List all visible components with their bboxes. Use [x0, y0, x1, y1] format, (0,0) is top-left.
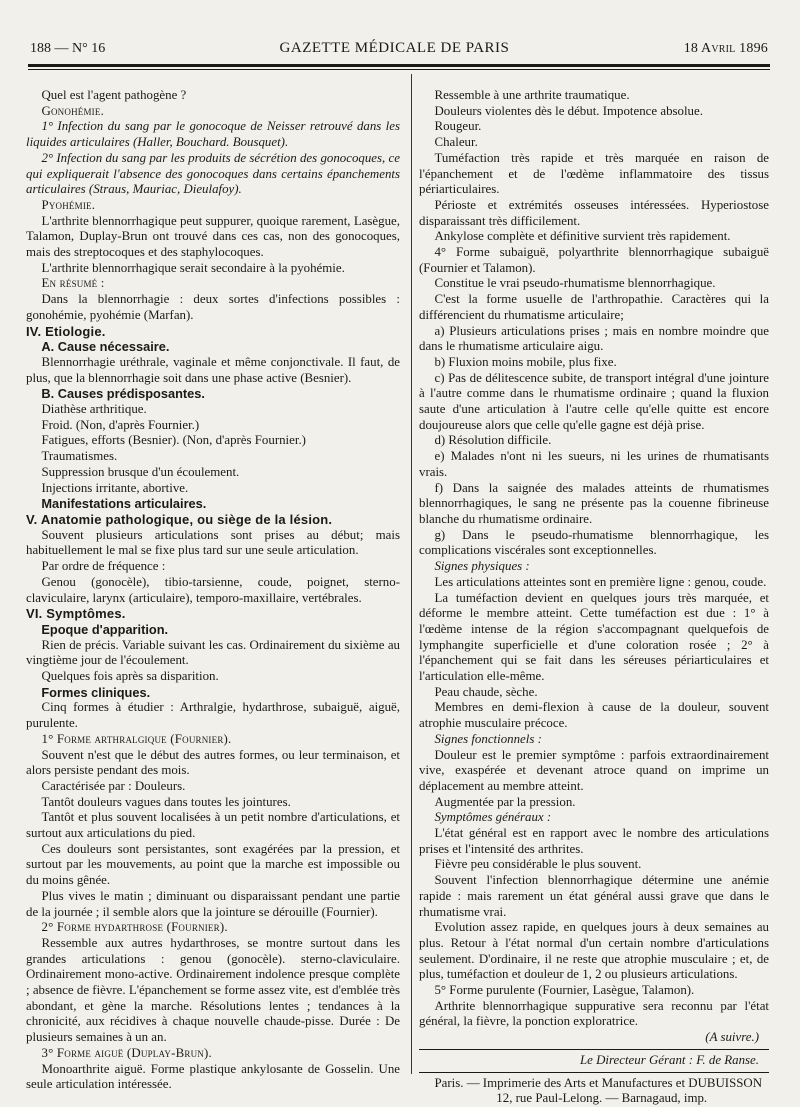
paragraph: Rougeur.	[434, 119, 482, 134]
paragraph: Rien de précis. Variable suivant les cas. Ordinairement du sixième au vingtième jour de l'écoulement.	[26, 637, 400, 668]
list-item: Fatigues, efforts (Besnier). (Non, d'après Fournier.)	[41, 433, 306, 448]
page-number: 188 — N° 16	[30, 41, 106, 56]
list-item: Injections irritante, abortive.	[41, 480, 189, 495]
subheading-resume: En résumé :	[41, 276, 105, 291]
paragraph: La tuméfaction devient en quelques jours très marquée, et déforme le membre atteint. Cette tuméfaction est due : 1° à l'œdème intense de la région s'accompagnant quelquefois de lymphangite superficielle et d'une coloration rosée ; 2° à l'épanchement qui se fait dans les séreuses périarticulaires et l'articulation elle-même.	[419, 590, 769, 684]
subheading-manifestations: Manifestations articulaires.	[41, 496, 207, 512]
form-heading-aigue: 3° Forme aiguë (Duplay-Brun).	[41, 1045, 212, 1060]
section-heading-etiologie: IV. Etiologie.	[26, 323, 106, 339]
paragraph: Genou (gonocèle), tibio-tarsienne, coude, poignet, sterno-claviculaire, larynx (articulaire), temporo-maxillaire, vertébrales.	[26, 574, 400, 605]
paragraph: Ressemble aux autres hydarthroses, se montre surtout dans les grandes articulations : genou (gonocèle). sterno-claviculaire. Ordinairement mono-active. Ordinairement indolence presque complète ; absence de fièvre. L'épanchement se forme assez vite, est d'emblée très abondant, et gène la marche. Résolutions lentes ; tendances à la chronicité, aux récidives à chaque nouvelle chaude-pisse. Durée : De plusieurs semaines à un an.	[26, 935, 400, 1045]
paragraph: Ankylose complète et définitive survient très rapidement.	[434, 229, 731, 244]
paragraph: Chaleur.	[434, 135, 478, 150]
form-heading-purulente: 5° Forme purulente (Fournier, Lasègue, Talamon).	[434, 983, 695, 998]
paragraph: Ces douleurs sont persistantes, sont exagérées par la pression, et surtout par les mouvements, au point que la marche est impossible ou du moins gênée.	[26, 841, 400, 888]
paragraph: Les articulations atteintes sont en première ligne : genou, coude.	[434, 574, 767, 589]
form-heading-subaigue: 4° Forme subaiguë, polyarthrite blennorrhagique subaiguë (Fournier et Talamon).	[419, 245, 769, 275]
subheading-symptomes-generaux: Symptômes généraux :	[434, 810, 552, 825]
list-item: Diathèse arthritique.	[41, 402, 147, 417]
paragraph: L'arthrite blennorrhagique peut suppurer, quoique rarement, Lasègue, Talamon, Duplay-Brun ont trouvé dans ces cas, non des gonocoques, mais des streptocoques et des staphylocoques.	[26, 213, 400, 260]
paragraph: Cinq formes à étudier : Arthralgie, hydarthrose, subaiguë, aiguë, purulente.	[26, 700, 400, 731]
paragraph: Par ordre de fréquence :	[41, 559, 166, 574]
list-item: e) Malades n'ont ni les sueurs, ni les urines de rhumatisants vrais.	[419, 449, 769, 479]
section-heading-anatomie: V. Anatomie pathologique, ou siège de la lésion.	[26, 511, 333, 527]
form-heading-arthralgique: 1° Forme arthralgique (Fournier).	[41, 731, 232, 746]
paragraph: Arthrite blennorrhagique suppurative sera reconnu par l'état général, la fièvre, la ponction exploratrice.	[419, 998, 769, 1029]
list-item: c) Pas de délitescence subite, de transport intégral d'une jointure à l'autre comme dans le rhumatisme ordinaire ; quand la fluxion saute d'une articulation à l'autre celle qu'elle quitte est encore doujoureuse alors que celle qu'elle gagne est déjà prise.	[419, 370, 769, 432]
list-item: b) Fluxion moins mobile, plus fixe.	[434, 354, 617, 369]
paragraph: L'arthrite blennorrhagique serait secondaire à la pyohémie.	[41, 260, 345, 275]
paragraph: Tantôt douleurs vagues dans toutes les jointures.	[41, 794, 291, 809]
footer-rule	[419, 1049, 769, 1050]
subheading-signes-physiques: Signes physiques :	[434, 559, 530, 574]
paragraph: Peau chaude, sèche.	[434, 684, 538, 699]
imprint-rule	[419, 1072, 769, 1073]
journal-title: GAZETTE MÉDICALE DE PARIS	[279, 40, 510, 56]
paragraph: 2° Infection du sang par les produits de sécrétion des gonocoques, ce qui expliquerait l'absence des gonocoques dans certains épanchements articulaires (Straus, Mauriac, Dieulafoy).	[26, 150, 400, 197]
paragraph: Dans la blennorrhagie : deux sortes d'infections possibles : gonohémie, pyohémie (Marfan).	[26, 292, 400, 322]
paragraph: Tuméfaction très rapide et très marquée en raison de l'épanchement et de l'œdème inflammatoire des tissus périarticulaires.	[419, 150, 769, 197]
paragraph: Souvent l'infection blennorrhagique détermine une anémie rapide : mais rarement un état général aussi grave que dans le rhumatisme vrai.	[419, 873, 769, 919]
list-item: Froid. (Non, d'après Fournier.)	[41, 417, 200, 432]
list-item: g) Dans le pseudo-rhumatisme blennorrhagique, les complications viscérales sont exceptionnelles.	[419, 527, 769, 558]
paragraph: Augmentée par la pression.	[434, 794, 576, 809]
printer-address: 12, rue Paul-Lelong. — Barnagaud, imp.	[496, 1091, 708, 1106]
paragraph: Caractérisée par : Douleurs.	[41, 778, 186, 793]
section-heading-symptomes: VI. Symptômes.	[26, 606, 126, 622]
subheading-gonohemie: Gonohémie.	[41, 103, 104, 118]
paragraph: Périoste et extrémités osseuses intéressées. Hyperiostose disparaissant très difficilement.	[419, 197, 769, 228]
subheading-pyohemie: Pyohémie.	[41, 197, 96, 212]
question-line: Quel est l'agent pathogène ?	[41, 88, 187, 102]
issue-date: 18 Avril 1896	[683, 41, 768, 56]
list-item: Traumatismes.	[41, 449, 118, 464]
paragraph: Plus vives le matin ; diminuant ou disparaissant pendant une partie de la journée ; il semble alors que la jointure se dérouille (Fournier).	[26, 888, 400, 919]
page-header	[30, 40, 768, 62]
paragraph: 1° Infection du sang par le gonocoque de Neisser retrouvé dans les liquides articulaires (Haller, Bouchard. Bousquet).	[26, 119, 400, 150]
paragraph: Monoarthrite aiguë. Forme plastique ankylosante de Gosselin. Une seule articulation intéressée.	[26, 1061, 400, 1092]
paragraph: Ressemble à une arthrite traumatique.	[434, 88, 630, 102]
to-be-continued: (A suivre.)	[705, 1030, 759, 1045]
paragraph: Fièvre peu considérable le plus souvent.	[434, 857, 642, 872]
paragraph-evolution: Evolution assez rapide, en quelques jours à deux semaines au plus. Retour à l'état normal d'un certain nombre d'articulations seulement. D'ordinaire, il ne reste que atrophie musculaire ; et, de plus, tuméfaction et douleur de 1, 2 ou plusieurs articulations.	[419, 920, 769, 982]
column-separator	[411, 74, 412, 1074]
form-heading-hydarthrose: 2° Forme hydarthrose (Fournier).	[41, 920, 228, 935]
subheading-causes-predisposantes: B. Causes prédisposantes.	[41, 386, 205, 402]
printer-imprint: Paris. — Imprimerie des Arts et Manufactures et DUBUISSON	[434, 1075, 763, 1090]
paragraph: Douleurs violentes dès le début. Impotence absolue.	[434, 103, 703, 118]
header-rule-thin	[28, 69, 770, 70]
paragraph: Constitue le vrai pseudo-rhumatisme blennorrhagique.	[434, 276, 716, 291]
paragraph: Souvent n'est que le début des autres formes, ou leur terminaison, et alors persiste pendant des mois.	[26, 747, 400, 778]
paragraph: Blennorrhagie uréthrale, vaginale et même conjonctivale. Il faut, de plus, que la blennorrhagie soit dans une phase active (Besnier).	[26, 354, 400, 385]
paragraph: Douleur est le premier symptôme : parfois extraordinairement vive, exaspérée et devenant atroce quand on imprime un déplacement au membre atteint.	[419, 747, 769, 793]
subheading-epoque: Epoque d'apparition.	[41, 621, 169, 637]
subheading-formes: Formes cliniques.	[41, 684, 151, 700]
subheading-signes-fonctionnels: Signes fonctionnels :	[434, 731, 542, 746]
director-signature: Le Directeur Gérant : F. de Ranse.	[579, 1052, 759, 1067]
list-item: Suppression brusque d'un écoulement.	[41, 464, 240, 479]
paragraph: Membres en demi-flexion à cause de la douleur, souvent atrophie musculaire précoce.	[419, 700, 769, 731]
subheading-cause-necessaire: A. Cause nécessaire.	[41, 339, 170, 355]
paragraph: Tantôt et plus souvent localisées à un petit nombre d'articulations, et surtout aux articulations du pied.	[26, 810, 400, 841]
list-item: d) Résolution difficile.	[434, 433, 552, 448]
list-item: a) Plusieurs articulations prises ; mais en nombre moindre que dans le rhumatisme articulaire aigu.	[419, 323, 769, 354]
paragraph: L'état général est en rapport avec le nombre des articulations prises et l'intensité des arthrites.	[419, 826, 769, 856]
left-column	[26, 88, 400, 1093]
paragraph: Quelques fois après sa disparition.	[41, 669, 219, 684]
right-column	[419, 88, 769, 1107]
paragraph: C'est la forme usuelle de l'arthropathie. Caractères qui la différencient du rhumatisme articulaire;	[419, 292, 769, 322]
list-item: f) Dans la saignée des malades atteints de rhumatismes blennorrhagiques, le sang ne présente pas la couenne fibrineuse blanche du rhumatisme ordinaire.	[419, 480, 769, 526]
header-rule-thick	[28, 64, 770, 67]
paragraph: Souvent plusieurs articulations sont prises au début; mais habituellement le mal se fixe plus tard sur une seule articulation.	[26, 527, 400, 558]
